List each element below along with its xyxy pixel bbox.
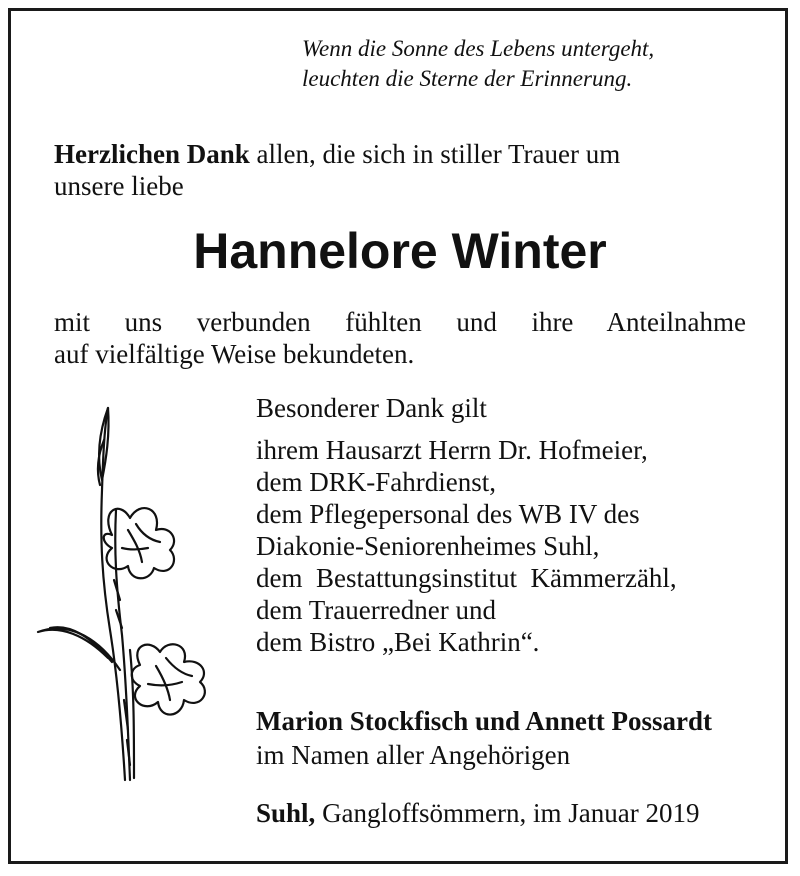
iris-flower-illustration xyxy=(30,400,230,785)
place-city: Suhl, xyxy=(256,798,316,828)
thanks-line: ihrem Hausarzt Herrn Dr. Hofmeier, xyxy=(256,435,648,465)
thanks-line: dem Bistro „Bei Kathrin“. xyxy=(256,627,540,657)
thanks-heading: Besonderer Dank gilt xyxy=(256,393,487,423)
motto-line-2: leuchten die Sterne der Erinnerung. xyxy=(302,66,633,91)
thanks-line: dem Trauerredner und xyxy=(256,595,496,625)
after-text xyxy=(54,306,746,370)
deceased-name: Hannelore Winter xyxy=(193,223,607,279)
thanks-line: Diakonie-Seniorenheimes Suhl, xyxy=(256,531,600,561)
motto-line-1: Wenn die Sonne des Lebens untergeht, xyxy=(302,36,655,61)
special-thanks xyxy=(256,392,677,658)
intro-text xyxy=(54,138,754,202)
motto xyxy=(302,34,742,94)
place-date xyxy=(256,798,700,829)
signer-names: Marion Stockfisch und Annett Possardt xyxy=(256,706,713,736)
signers xyxy=(256,704,712,772)
intro-bold: Herzlichen Dank xyxy=(54,139,250,169)
after-line-1: mit uns verbunden fühlten und ihre Anteilnahme xyxy=(54,307,746,337)
thanks-line: dem Pflegepersonal des WB IV des xyxy=(256,499,640,529)
intro-rest-2: unsere liebe xyxy=(54,171,184,201)
thanks-line: dem DRK-Fahrdienst, xyxy=(256,467,496,497)
intro-rest-1: allen, die sich in stiller Trauer um xyxy=(249,139,621,169)
after-line-2: auf vielfältige Weise bekundeten. xyxy=(54,339,415,369)
thanks-line: dem Bestattungsinstitut Kämmerzähl, xyxy=(256,563,677,593)
signer-subtitle: im Namen aller Angehörigen xyxy=(256,740,571,770)
place-rest: Gangloffsömmern, im Januar 2019 xyxy=(315,798,700,828)
